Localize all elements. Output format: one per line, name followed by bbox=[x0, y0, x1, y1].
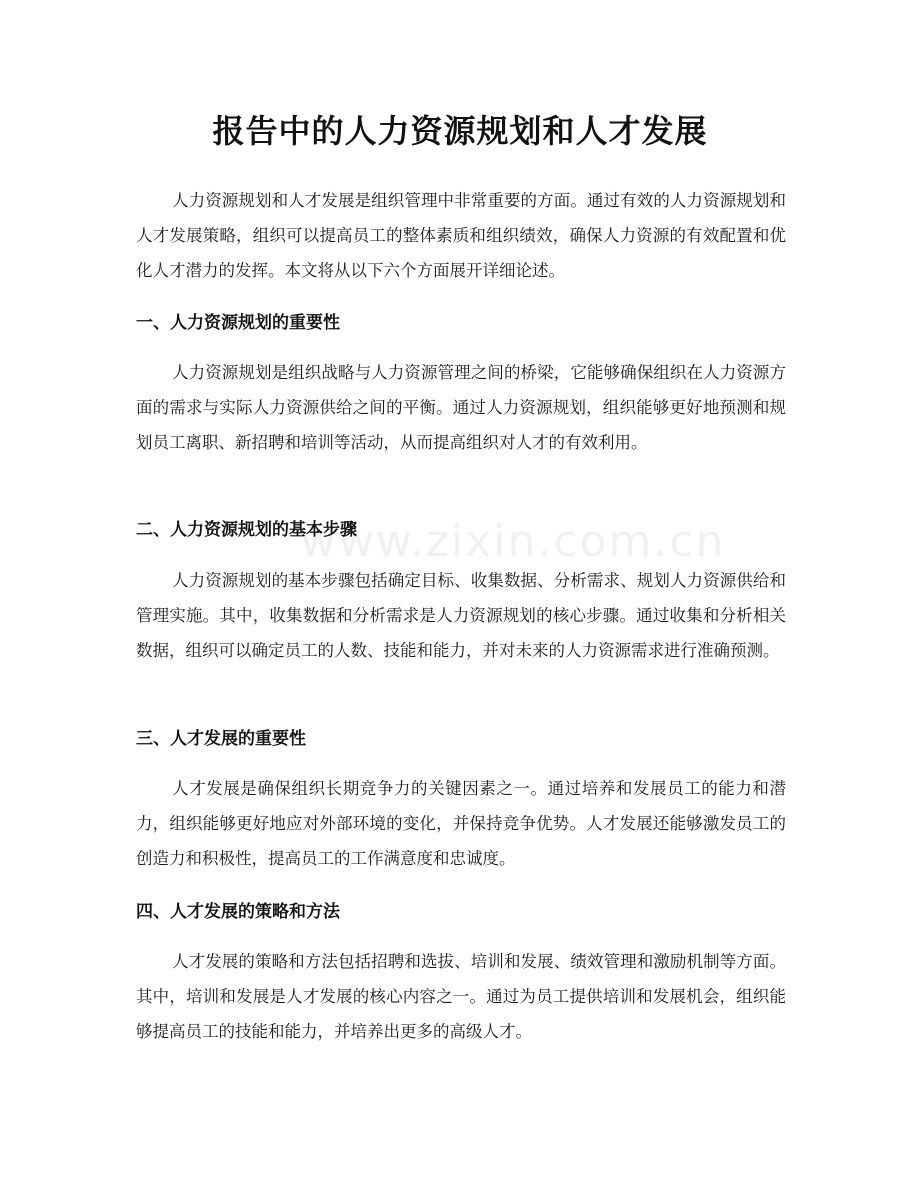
section-2-body: 人力资源规划的基本步骤包括确定目标、收集数据、分析需求、规划人力资源供给和管理实施。其中，收集数据和分析需求是人力资源规划的核心步骤。通过收集和分析相关数据，组织可以确定员工的人数、技能和能力，并对未来的人力资源需求进行准确预测。 bbox=[136, 571, 786, 660]
section-2-heading: 二、人力资源规划的基本步骤 bbox=[136, 520, 357, 540]
watermark: www.zixin.com.cn bbox=[300, 516, 726, 567]
document-title: 报告中的人力资源规划和人才发展 bbox=[212, 112, 708, 150]
intro-paragraph: 人力资源规划和人才发展是组织管理中非常重要的方面。通过有效的人力资源规划和人才发展策略，组织可以提高员工的整体素质和组织绩效，确保人力资源的有效配置和优化人才潜力的发挥。本文将从以下六个方面展开详细论述。 bbox=[136, 191, 786, 280]
section-3-heading: 三、人才发展的重要性 bbox=[136, 729, 306, 749]
section-1-heading: 一、人力资源规划的重要性 bbox=[136, 313, 340, 333]
section-4-body: 人才发展的策略和方法包括招聘和选拔、培训和发展、绩效管理和激励机制等方面。其中，培训和发展是人才发展的核心内容之一。通过为员工提供培训和发展机会，组织能够提高员工的技能和能力，并培养出更多的高级人才。 bbox=[136, 952, 786, 1041]
section-4-heading: 四、人才发展的策略和方法 bbox=[136, 902, 340, 922]
section-3-body: 人才发展是确保组织长期竞争力的关键因素之一。通过培养和发展员工的能力和潜力，组织能够更好地应对外部环境的变化，并保持竞争优势。人才发展还能够激发员工的创造力和积极性，提高员工的工作满意度和忠诚度。 bbox=[136, 779, 786, 868]
section-1-body: 人力资源规划是组织战略与人力资源管理之间的桥梁，它能够确保组织在人力资源方面的需求与实际人力资源供给之间的平衡。通过人力资源规划，组织能够更好地预测和规划员工离职、新招聘和培训等活动，从而提高组织对人才的有效利用。 bbox=[136, 363, 786, 452]
